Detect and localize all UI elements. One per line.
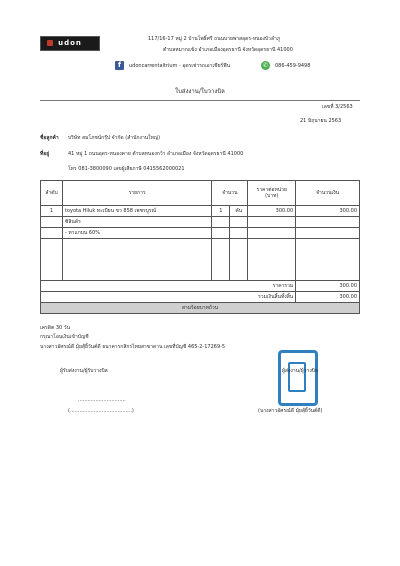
receiver-label: ผู้รับส่งงาน/ผู้รับวางบิล	[60, 368, 108, 374]
total-label: รวมเงินสิ้นทั้งสิ้น	[41, 292, 296, 303]
customer-address: 41 หมู่ 1 ถนนอุดร-หนองคาย ตำบลหนองกว้า อำเภอเมือง จังหวัดอุดรธานี 41000	[68, 151, 244, 157]
total-row	[41, 292, 360, 303]
row-index: 1	[41, 206, 63, 217]
company-stamp-inner	[288, 362, 306, 392]
header-index: ลำดับ	[41, 181, 63, 206]
total-value: 300.00	[296, 292, 360, 303]
items-table	[40, 180, 360, 314]
sender-label: ผู้ส่งงาน/ผู้วางบิล	[282, 368, 318, 374]
receiver-name: (.......................................)	[68, 408, 134, 414]
amount-words-row	[41, 303, 360, 314]
amount-words: สามร้อยบาทถ้วน	[41, 303, 360, 314]
receiver-signature-line: ..............................	[78, 397, 126, 403]
company-facebook: udoncarrentaltrium - อุดรเช่ารถเอาเชียร์ฟีน	[129, 63, 231, 69]
header-description: รายการ	[62, 181, 211, 206]
table-row	[41, 239, 360, 281]
document-number-value: 3/2563	[335, 104, 353, 110]
document-number	[322, 104, 353, 110]
document-date: 21 มิถุนายน 2563	[300, 118, 342, 124]
row-note-detail: - ทาแกบน 60%	[62, 228, 211, 239]
bank-details: นางสาวอัศรณ์ดี มุ้ยสุ้ยิ้วันต์ดี ธนาคารกสิกรไทยสาขาดาน เลขที่บัญชี 465-2-17269-5	[40, 344, 226, 350]
transfer-note: กรุณาโอนเงินเข้าบัญชี	[40, 334, 89, 340]
company-address-line2: ตำบลหมากแข้ง อำเภอเมืองอุดรธานี จังหวัดอุดรธานี 41000	[163, 47, 293, 53]
table-row	[41, 206, 360, 217]
company-logo	[40, 36, 100, 51]
logo-text: udon	[58, 39, 82, 47]
row-unit: คัน	[230, 206, 248, 217]
customer-name-label: ชื่อลูกค้า	[40, 135, 59, 141]
row-unit-price: 300.00	[248, 206, 296, 217]
customer-name: บริษัท สมโภชน์กรุ๊ป จำกัด (สำนักงานใหญ่)	[68, 135, 161, 141]
logo-mark-icon	[47, 40, 53, 46]
header-quantity: จำนวน	[212, 181, 248, 206]
facebook-icon: f	[115, 61, 124, 70]
header-unit-price: ราคาต่อหน่วย (บาท)	[248, 181, 296, 206]
subtotal-row	[41, 281, 360, 292]
row-amount: 300.00	[296, 206, 360, 217]
company-address-line1: 117/16-17 หมู่ 2 บ้านโพธิ์ศรี ถนนบายพาสอุดร-หนองบัวลำภู	[148, 36, 281, 42]
title-divider	[40, 100, 360, 101]
customer-contact: โทร 081-3800090 เลขผู้เสียภาษี 0415562000021	[68, 166, 185, 172]
header-amount: จำนวนเงิน	[296, 181, 360, 206]
table-row	[41, 228, 360, 239]
table-row	[41, 217, 360, 228]
document-title: ใบส่งงาน/ใบวางบิล	[175, 88, 225, 95]
row-quantity: 1	[212, 206, 230, 217]
document-number-label: เลขที่	[322, 104, 334, 110]
row-note-label: ซิลินด์ร	[62, 217, 211, 228]
credit-terms: เครดิต 30 วัน	[40, 325, 70, 331]
subtotal-value: 300.00	[296, 281, 360, 292]
phone-icon: ✆	[262, 62, 269, 69]
sender-name: (นางสาวอัศรณ์ดี มุ้ยสุ้ยิ้วันต์ดี)	[258, 408, 323, 414]
customer-address-label: ที่อยู่	[40, 151, 50, 157]
row-description: toyota Hiluk ทะเบียน ขว 858 เพชรบูรณ์	[62, 206, 211, 217]
company-phone: 086-459-9498	[275, 63, 311, 69]
subtotal-label: ราคารวม	[41, 281, 296, 292]
table-header-row	[41, 181, 360, 206]
